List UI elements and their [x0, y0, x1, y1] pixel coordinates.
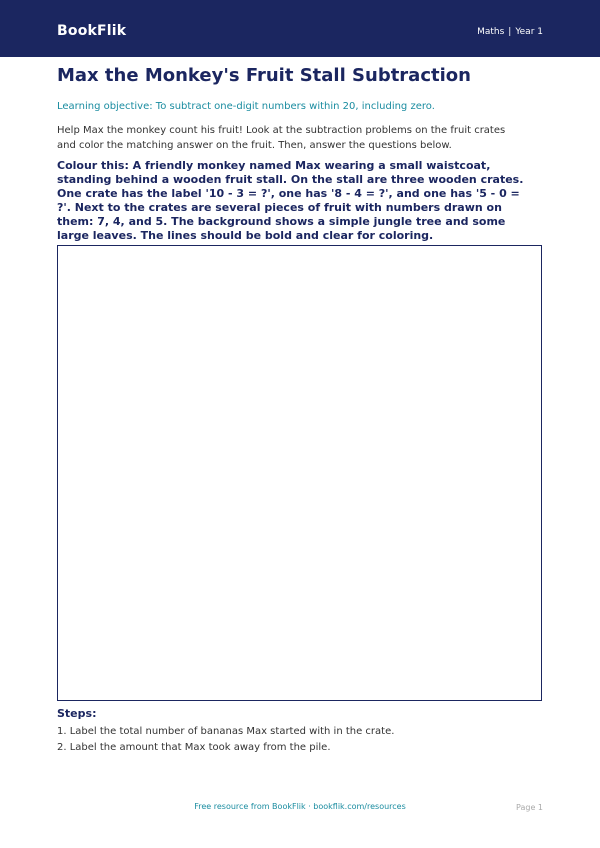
step-item: 2. Label the amount that Max took away from the pile.	[57, 742, 331, 753]
page-title: Max the Monkey's Fruit Stall Subtraction	[57, 65, 471, 86]
learning-objective: Learning objective: To subtract one-digit numbers within 20, including zero.	[57, 101, 435, 112]
footer-link[interactable]: Free resource from BookFlik · bookflik.com/resources	[194, 802, 406, 811]
meta-separator: |	[508, 27, 512, 37]
colouring-prompt: Colour this: A friendly monkey named Max wearing a small waistcoat, standing behind a wooden fruit stall. On the stall are three wooden crates. One crate has the label '10 - 3 = ?', one has '8 - 4 = ?', and one has '5 - 0 = ?'. Next to the crates are several pieces of fruit with numbers drawn on them: 7, 4, and 5. The background shows a simple jungle tree and some large leaves. The lines should be bold and clear for coloring.	[57, 159, 524, 242]
intro-text: Help Max the monkey count his fruit! Look at the subtraction problems on the fruit crates and color the matching answer on the fruit. Then, answer the questions below.	[57, 125, 506, 151]
subject-meta	[477, 27, 543, 37]
subject-label: Maths	[477, 27, 505, 37]
brand-logo[interactable]: BookFlik	[57, 23, 127, 39]
page-number: Page 1	[516, 803, 543, 812]
header-bar	[0, 0, 600, 57]
year-label: Year 1	[515, 27, 543, 37]
steps-heading: Steps:	[57, 707, 97, 720]
step-item: 1. Label the total number of bananas Max started with in the crate.	[57, 726, 395, 737]
steps-list	[57, 724, 394, 756]
colouring-area	[57, 245, 542, 701]
